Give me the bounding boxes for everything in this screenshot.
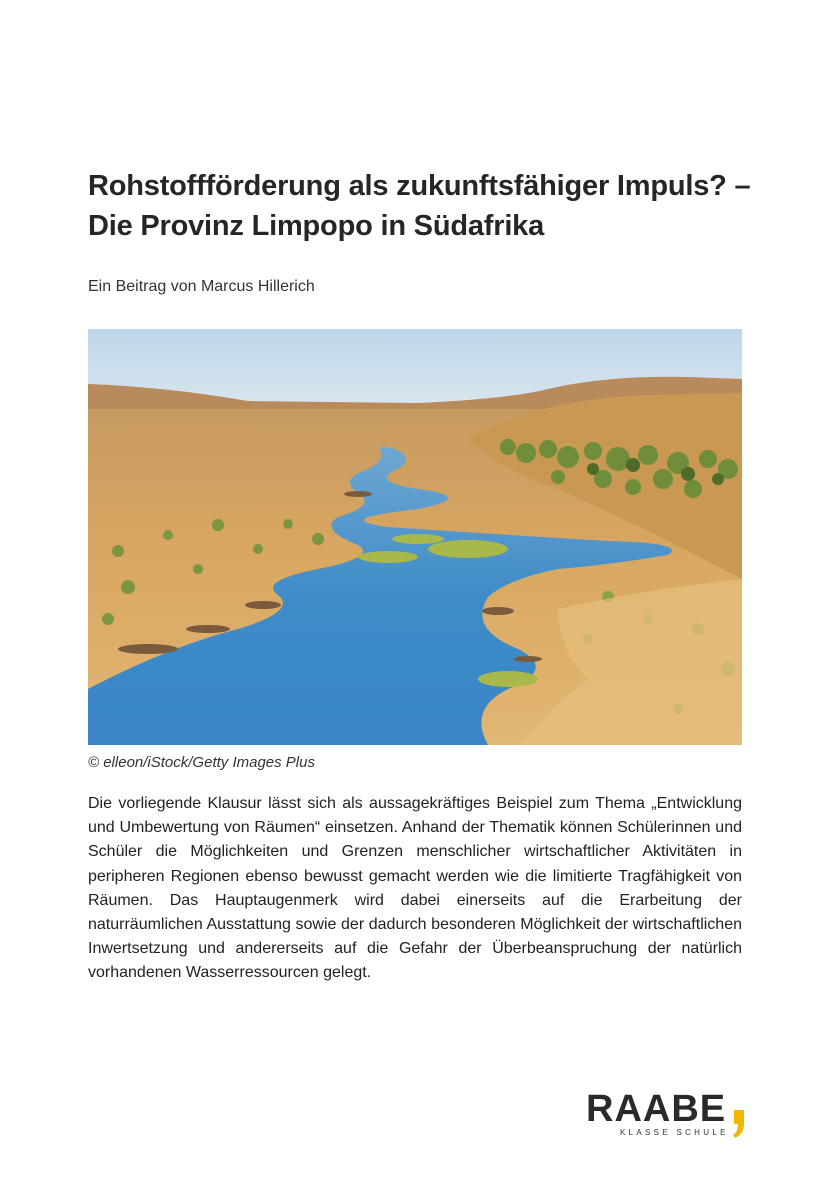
title-line-2: Die Provinz Limpopo in Südafrika xyxy=(88,210,545,242)
title-line-1: Rohstoffförderung als zukunftsfähiger Impuls? – xyxy=(88,170,751,202)
intro-paragraph: Die vorliegende Klausur lässt sich als aussagekräftiges Beispiel zum Thema „Entwicklung und Umbewertung von Räumen“ einsetzen. Anhand der Thematik können Schülerinnen und Schüler die Möglichkeiten und Grenzen menschlicher wirtschaftlicher Aktivitäten in peripheren Regionen ebenso bewusst gemacht werden wie die limitierte Tragfähigkeit von Räumen. Das Hauptaugenmerk wird dabei einerseits auf die Erarbeitung der naturräumlichen Ausstattung sowie der dadurch besonderen Möglichkeit der wirtschaftlichen Inwertsetzung und andererseits auf die Gefahr der Überbeanspruchung der natürlich vorhandenen Wasserressourcen gelegt. xyxy=(88,795,742,982)
logo-wordmark: RAABE xyxy=(586,1088,727,1130)
photo-credit: © elleon/iStock/Getty Images Plus xyxy=(88,754,315,771)
logo-tagline: KLASSE SCHULE xyxy=(620,1128,729,1137)
document-title xyxy=(88,166,751,246)
logo-comma-icon xyxy=(732,1104,746,1138)
author-byline: Ein Beitrag von Marcus Hillerich xyxy=(88,278,315,295)
raabe-logo xyxy=(586,1090,746,1140)
limpopo-river-photo xyxy=(88,329,742,745)
